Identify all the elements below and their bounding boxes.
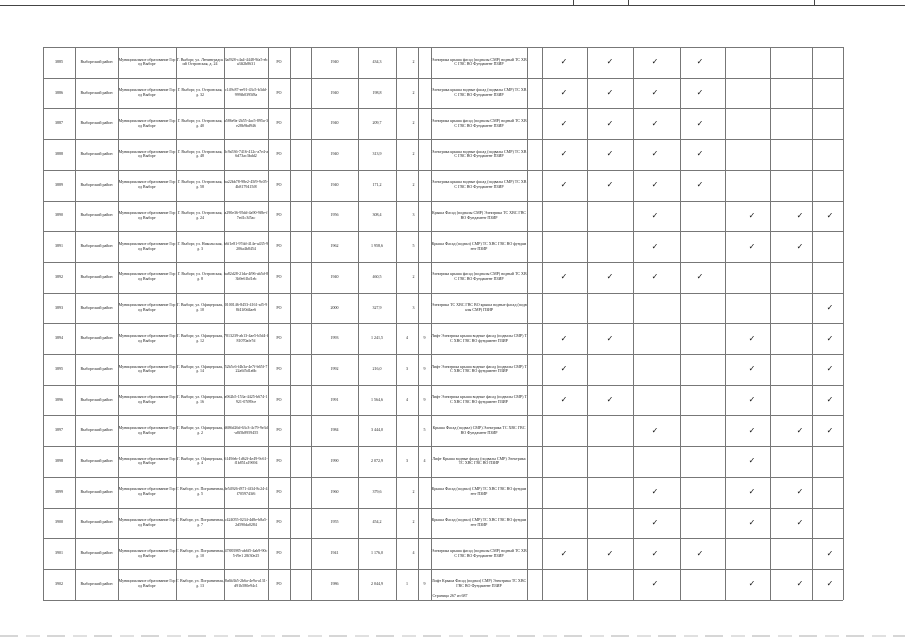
checkmark-icon: ✓ bbox=[606, 149, 614, 159]
works-list-cell: Электрика крыша водные фасад (подвалы СМР) ТС ХВС ГВС ВО Фундамент ПЗИР bbox=[431, 148, 527, 159]
floors-cell: 2 bbox=[412, 488, 415, 494]
top-column-tick bbox=[814, 0, 815, 5]
column-rule bbox=[680, 47, 681, 600]
ownership-type-cell: РО bbox=[276, 120, 282, 126]
address-cell: Г. Выборг, ул. Никольская, д. 3 bbox=[177, 240, 223, 251]
area-cell: 1 564,6 bbox=[371, 396, 383, 402]
storeys-cell: 9 bbox=[423, 580, 426, 586]
works-list-cell: Электрика крыша фасад (подвалы СМР) водный ТС ХВС ГВС ВО Фундамент ПЗИР bbox=[431, 56, 527, 67]
address-cell: Г. Выборг, ул. Офицерская, д. 10 bbox=[176, 302, 224, 312]
area-cell: 308,4 bbox=[372, 212, 382, 218]
checkmark-icon: ✓ bbox=[651, 180, 659, 190]
area-cell: 454,2 bbox=[372, 519, 382, 525]
municipality-cell: Муниципальное образование Город Выборг bbox=[118, 486, 176, 497]
floors-cell bbox=[396, 385, 431, 416]
build-year-cell: 2000 bbox=[330, 304, 339, 310]
address-cell: Г. Выборг, ул. Офицерская, д. 16 bbox=[176, 394, 224, 405]
build-year-cell: 1941 bbox=[330, 550, 339, 556]
district-cell: Выборгский район bbox=[80, 304, 113, 310]
checkmark-icon: ✓ bbox=[606, 88, 614, 98]
area-cell: 1 176,0 bbox=[371, 550, 383, 556]
checkmark-icon: ✓ bbox=[606, 57, 614, 67]
checkmark-icon: ✓ bbox=[826, 210, 834, 220]
area-cell: 171,2 bbox=[372, 181, 382, 187]
checkmark-icon: ✓ bbox=[796, 487, 804, 497]
row-number-cell: 3888 bbox=[55, 151, 63, 157]
ownership-type-cell: РО bbox=[276, 427, 282, 433]
area-cell: 198,8 bbox=[372, 89, 382, 95]
guid-cell: a062b5-153a-4425-b674-1921-07f89ce bbox=[224, 394, 268, 405]
area-cell: 379,6 bbox=[372, 488, 382, 494]
address-cell: Г. Выборг, ул. Офицерская, д. 4 bbox=[176, 455, 224, 466]
district-cell: Выборгский район bbox=[80, 151, 113, 157]
checkmark-icon: ✓ bbox=[651, 88, 659, 98]
checkmark-icon: ✓ bbox=[651, 579, 659, 589]
municipality-cell: Муниципальное образование Город Выборг bbox=[118, 578, 176, 589]
address-cell: Г. Выборг, ул. Островская, д. 58 bbox=[177, 179, 223, 190]
guid-cell: 0100146-8453-4161-af5-98f41f0d4ae6 bbox=[224, 302, 268, 312]
ownership-type-cell: РО bbox=[276, 58, 282, 64]
checkmark-icon: ✓ bbox=[748, 425, 756, 435]
checkmark-icon: ✓ bbox=[560, 364, 568, 374]
checkmark-icon: ✓ bbox=[696, 88, 704, 98]
checkmark-icon: ✓ bbox=[696, 180, 704, 190]
row-rule bbox=[43, 600, 843, 601]
storeys-cell: 4 bbox=[423, 458, 426, 464]
works-list-cell: Лифт Крыша водные фасад (подвалы СМР) Электрика ТС ХВС ГВС ВО ПЗИР bbox=[432, 455, 526, 466]
build-year-cell: 1962 bbox=[330, 243, 339, 249]
checkmark-icon: ✓ bbox=[651, 517, 659, 527]
guid-cell: b6f1e81-97dd-414e-a435-9206a4b8454 bbox=[224, 240, 268, 251]
checkmark-icon: ✓ bbox=[826, 302, 834, 312]
works-list-cell: Лифт Электрика крыша водные фасад (подвалы СМР) ТС ХВС ГВС ВО фундамент ПЗИР bbox=[431, 332, 527, 343]
ownership-type-cell: РО bbox=[276, 580, 282, 586]
floors-cell: 2 bbox=[412, 58, 415, 64]
build-year-cell: 1940 bbox=[330, 273, 339, 279]
works-list-cell: Лифт Крыша Фасад (подвал) СМР) Электрика ТС ХВС ГВС ВО Фундамент ПЗИР bbox=[431, 578, 527, 589]
top-border-line bbox=[0, 5, 905, 6]
row-number-cell: 3895 bbox=[55, 365, 63, 371]
municipality-cell: Муниципальное образование Город Выборг bbox=[118, 424, 176, 435]
build-year-cell: 1940 bbox=[330, 181, 339, 187]
checkmark-icon: ✓ bbox=[826, 395, 834, 405]
lift-count-cell: 4 bbox=[406, 396, 408, 402]
area-cell: 1 241,5 bbox=[371, 335, 383, 341]
build-year-cell: 1984 bbox=[330, 427, 339, 433]
build-year-cell: 1986 bbox=[330, 580, 339, 586]
municipality-cell: Муниципальное образование Город Выборг bbox=[118, 56, 176, 67]
address-cell: Г. Выборг, ул. Офицерская, д. 2 bbox=[176, 424, 224, 435]
checkmark-icon: ✓ bbox=[748, 364, 756, 374]
checkmark-icon: ✓ bbox=[826, 333, 834, 343]
row-number-cell: 3885 bbox=[55, 58, 63, 64]
address-cell: Г. Выборг, ул. Офицерская, д. 14 bbox=[176, 363, 224, 374]
checkmark-icon: ✓ bbox=[796, 425, 804, 435]
floors-cell: 2 bbox=[412, 151, 415, 157]
district-cell: Выборгский район bbox=[80, 458, 113, 464]
floors-cell: 2 bbox=[412, 519, 415, 525]
storeys-cell: 5 bbox=[423, 427, 426, 433]
address-cell: Г. Выборг, ул. Пограничная, д. 5 bbox=[176, 486, 224, 497]
guid-cell: 6149feb-1d62f-4e49-9c61-f1b851a19694 bbox=[224, 455, 268, 466]
address-cell: Г. Выборг, ул. Офицерская, д. 12 bbox=[176, 332, 224, 343]
district-cell: Выборгский район bbox=[80, 89, 113, 95]
column-rule bbox=[770, 47, 771, 600]
build-year-cell: 1940 bbox=[330, 120, 339, 126]
address-cell: Г. Выборг, ул. Пограничная, д. 10 bbox=[176, 547, 224, 558]
ownership-type-cell: РО bbox=[276, 458, 282, 464]
build-year-cell: 1991 bbox=[330, 396, 339, 402]
page-number-footer: Страница 267 из 687 bbox=[432, 593, 468, 598]
ownership-type-cell: РО bbox=[276, 243, 282, 249]
column-rule bbox=[527, 47, 528, 600]
checkmark-icon: ✓ bbox=[560, 88, 568, 98]
row-number-cell: 3896 bbox=[55, 396, 63, 402]
address-cell: Г. Выборг, ул. Островская, д. 40 bbox=[177, 117, 223, 128]
build-year-cell: 1955 bbox=[330, 519, 339, 525]
area-cell: 313,9 bbox=[372, 151, 382, 157]
floors-cell: 2 bbox=[412, 89, 415, 95]
checkmark-icon: ✓ bbox=[651, 425, 659, 435]
works-list-cell: Крыша Фасад (подвал) СМР) Электрика ТС ХВС ГВС ВО Фундамент ПЗИР bbox=[432, 424, 526, 435]
row-number-cell: 3890 bbox=[55, 212, 63, 218]
column-rule bbox=[812, 47, 813, 600]
checkmark-icon: ✓ bbox=[560, 149, 568, 159]
checkmark-icon: ✓ bbox=[826, 548, 834, 558]
column-rule bbox=[290, 47, 291, 600]
checkmark-icon: ✓ bbox=[651, 272, 659, 282]
row-number-cell: 3900 bbox=[55, 519, 63, 525]
build-year-cell: 1993 bbox=[330, 335, 339, 341]
floors-cell bbox=[396, 415, 431, 446]
ownership-type-cell: РО bbox=[276, 519, 282, 525]
guid-cell: ba22bb78-98e2-45f9-9c05-4b8179415f8 bbox=[224, 179, 268, 190]
guid-cell: 3af928-с4a4-4448-9fa5-eba3ff2b8631 bbox=[224, 56, 268, 67]
checkmark-icon: ✓ bbox=[696, 149, 704, 159]
row-number-cell: 3886 bbox=[55, 89, 63, 95]
checkmark-icon: ✓ bbox=[796, 241, 804, 251]
works-list-cell: Электрика крыша водные фасад (подвалы СМР) ТС ХВС ГВС ВО Фундамент ПЗИР bbox=[431, 87, 527, 98]
build-year-cell: 1940 bbox=[330, 151, 339, 157]
guid-cell: 8a6b3b5-2b6a-4e9a-a131-d91b580e94c1 bbox=[224, 578, 268, 589]
works-list-cell: Лифт Электрика крыша водные фасад (подвалы СМР) ТС ХВС ГВС ВО фундамент ПЗИР bbox=[431, 363, 527, 374]
floors-cell bbox=[396, 354, 431, 385]
guid-cell: 52b5c6-f4b3a-4e7f-b65f-722a6f5d1a6b bbox=[224, 363, 268, 374]
floors-cell: 2 bbox=[412, 181, 415, 187]
floors-cell: 2 bbox=[412, 273, 415, 279]
guid-cell: ba82d28-21da-4f96-ab5d-83b9e61bf1eb bbox=[224, 271, 268, 282]
checkmark-icon: ✓ bbox=[560, 548, 568, 558]
guid-cell: c149c87-ee91-43c5-b3dd-999fb0395f8a bbox=[224, 87, 268, 98]
floors-cell: 3 bbox=[412, 304, 415, 310]
build-year-cell: 1960 bbox=[330, 488, 339, 494]
checkmark-icon: ✓ bbox=[560, 57, 568, 67]
row-number-cell: 3891 bbox=[55, 243, 63, 249]
checkmark-icon: ✓ bbox=[651, 548, 659, 558]
checkmark-icon: ✓ bbox=[606, 333, 614, 343]
checkmark-icon: ✓ bbox=[651, 149, 659, 159]
guid-cell: a586e9a-2b55-4ac5-895a-3e28b9bd946 bbox=[224, 117, 268, 128]
area-cell: 434,3 bbox=[372, 58, 382, 64]
ownership-type-cell: РО bbox=[276, 550, 282, 556]
district-cell: Выборгский район bbox=[80, 243, 113, 249]
district-cell: Выборгский район bbox=[80, 120, 113, 126]
checkmark-icon: ✓ bbox=[651, 57, 659, 67]
build-year-cell: 1992 bbox=[330, 365, 339, 371]
row-number-cell: 3893 bbox=[55, 304, 63, 310]
address-cell: Г. Выборг, ул. Ленинградский Островская, д. 24 bbox=[176, 56, 224, 67]
checkmark-icon: ✓ bbox=[560, 333, 568, 343]
floors-cell bbox=[396, 446, 431, 477]
checkmark-icon: ✓ bbox=[560, 395, 568, 405]
guid-cell: a290e36-95dd-4a90-9f8e-f7ed1c3f5ac bbox=[224, 210, 268, 220]
lift-count-cell: 1 bbox=[406, 580, 408, 586]
checkmark-icon: ✓ bbox=[651, 118, 659, 128]
checkmark-icon: ✓ bbox=[606, 118, 614, 128]
lift-count-cell: 3 bbox=[406, 365, 408, 371]
guid-cell: c424055-0234-4d8e-b8a5-2d590da0284 bbox=[224, 517, 268, 527]
district-cell: Выборгский район bbox=[80, 181, 113, 187]
checkmark-icon: ✓ bbox=[606, 272, 614, 282]
checkmark-icon: ✓ bbox=[748, 456, 756, 466]
build-year-cell: 1956 bbox=[330, 212, 339, 218]
municipality-cell: Муниципальное образование Город Выборг bbox=[118, 210, 176, 220]
district-cell: Выборгский район bbox=[80, 488, 113, 494]
row-number-cell: 3887 bbox=[55, 120, 63, 126]
guid-cell: 47883985-ab6f5-4ab9-90c5-f9e1 28f30e25 bbox=[224, 547, 268, 558]
district-cell: Выборгский район bbox=[80, 273, 113, 279]
checkmark-icon: ✓ bbox=[606, 395, 614, 405]
address-cell: Г. Выборг, ул. Островская, д. 48 bbox=[177, 148, 223, 159]
ownership-type-cell: РО bbox=[276, 396, 282, 402]
area-cell: 216,0 bbox=[372, 365, 382, 371]
column-rule bbox=[633, 47, 634, 600]
lift-count-cell: 4 bbox=[406, 335, 408, 341]
storeys-cell: 9 bbox=[423, 365, 426, 371]
storeys-cell: 9 bbox=[423, 396, 426, 402]
row-number-cell: 3902 bbox=[55, 580, 63, 586]
ownership-type-cell: РО bbox=[276, 89, 282, 95]
area-cell: 460,5 bbox=[372, 273, 382, 279]
floors-cell: 3 bbox=[412, 212, 415, 218]
ownership-type-cell: РО bbox=[276, 365, 282, 371]
build-year-cell: 1940 bbox=[330, 89, 339, 95]
checkmark-icon: ✓ bbox=[560, 180, 568, 190]
municipality-cell: Муниципальное образование Город Выборг bbox=[118, 455, 176, 466]
checkmark-icon: ✓ bbox=[826, 364, 834, 374]
district-cell: Выборгский район bbox=[80, 335, 113, 341]
guid-cell: 3c9a536-7416-412c-a7e4-a6d73ac3bdd2 bbox=[224, 148, 268, 159]
checkmark-icon: ✓ bbox=[748, 210, 756, 220]
municipality-cell: Муниципальное образование Город Выборг bbox=[118, 332, 176, 343]
row-number-cell: 3892 bbox=[55, 273, 63, 279]
guid-cell: fe54926-f871-4f34-8c24-4f7059743f6 bbox=[224, 486, 268, 497]
ownership-type-cell: РО bbox=[276, 181, 282, 187]
checkmark-icon: ✓ bbox=[606, 180, 614, 190]
address-cell: Г. Выборг, ул. Пограничная, д. 7 bbox=[176, 517, 224, 527]
ownership-type-cell: РО bbox=[276, 304, 282, 310]
checkmark-icon: ✓ bbox=[560, 272, 568, 282]
works-list-cell: Электрика крыша водные фасад (подвалы СМР) ТС ХВС ГВС ВО Фундамент ПЗИР bbox=[431, 179, 527, 190]
build-year-cell: 1940 bbox=[330, 58, 339, 64]
checkmark-icon: ✓ bbox=[748, 241, 756, 251]
column-rule bbox=[587, 47, 588, 600]
address-cell: Г. Выборг, ул. Пограничная, д. 13 bbox=[176, 578, 224, 589]
area-cell: 209,7 bbox=[372, 120, 382, 126]
area-cell: 1 958,6 bbox=[371, 243, 383, 249]
checkmark-icon: ✓ bbox=[796, 210, 804, 220]
district-cell: Выборгский район bbox=[80, 580, 113, 586]
district-cell: Выборгский район bbox=[80, 519, 113, 525]
checkmark-icon: ✓ bbox=[696, 118, 704, 128]
ownership-type-cell: РО bbox=[276, 273, 282, 279]
area-cell: 327,9 bbox=[372, 304, 382, 310]
municipality-cell: Муниципальное образование Город Выборг bbox=[118, 302, 176, 312]
checkmark-icon: ✓ bbox=[748, 487, 756, 497]
top-column-tick bbox=[573, 0, 574, 5]
floors-cell: 4 bbox=[412, 550, 415, 556]
checkmark-icon: ✓ bbox=[748, 333, 756, 343]
works-list-cell: Крыша Фасад (подвал) СМР) ТС ХВС ГВС ВО фундамент ПЗИР bbox=[431, 240, 527, 251]
checkmark-icon: ✓ bbox=[696, 548, 704, 558]
municipality-cell: Муниципальное образование Город Выборг bbox=[118, 517, 176, 527]
storeys-cell: 9 bbox=[423, 335, 426, 341]
district-cell: Выборгский район bbox=[80, 396, 113, 402]
lift-count-cell: 3 bbox=[406, 458, 408, 464]
address-cell: Г. Выборг, ул. Островская, д. 24 bbox=[177, 210, 223, 220]
municipality-cell: Муниципальное образование Город Выборг bbox=[118, 394, 176, 405]
district-cell: Выборгский район bbox=[80, 365, 113, 371]
works-list-cell: Электрика крыша фасад (подвалы СМР) водный ТС ХВС ГВС ВО Фундамент ПЗИР bbox=[431, 117, 527, 128]
checkmark-icon: ✓ bbox=[560, 118, 568, 128]
floors-cell: 2 bbox=[412, 120, 415, 126]
ownership-type-cell: РО bbox=[276, 335, 282, 341]
checkmark-icon: ✓ bbox=[696, 272, 704, 282]
guid-cell: 7813239-ab13-4ae5-b5d4-f81070afe7d bbox=[224, 332, 268, 343]
column-rule bbox=[542, 47, 543, 600]
checkmark-icon: ✓ bbox=[748, 579, 756, 589]
row-number-cell: 3898 bbox=[55, 458, 63, 464]
municipality-cell: Муниципальное образование Город Выборг bbox=[118, 363, 176, 374]
ownership-type-cell: РО bbox=[276, 488, 282, 494]
row-number-cell: 3901 bbox=[55, 550, 63, 556]
checkmark-icon: ✓ bbox=[796, 579, 804, 589]
row-number-cell: 3899 bbox=[55, 488, 63, 494]
checkmark-icon: ✓ bbox=[651, 241, 659, 251]
area-cell: 2 072,9 bbox=[371, 458, 383, 464]
checkmark-icon: ✓ bbox=[606, 548, 614, 558]
row-number-cell: 3889 bbox=[55, 181, 63, 187]
district-cell: Выборгский район bbox=[80, 427, 113, 433]
works-list-cell: Крыша Фасад (подвал) СМР) ТС ХВС ГВС ВО фундамент ПЗИР bbox=[431, 517, 527, 527]
area-cell: 3 444,0 bbox=[371, 427, 383, 433]
checkmark-icon: ✓ bbox=[796, 517, 804, 527]
floors-cell: 5 bbox=[412, 243, 415, 249]
row-number-cell: 3897 bbox=[55, 427, 63, 433]
works-list-cell: Электрика ТС ХВС ГВС ВО крыша водные фасад (подвалы СМР) ПЗИР bbox=[431, 302, 527, 312]
address-cell: Г. Выборг, ул. Островская, д. 8 bbox=[177, 271, 223, 282]
district-cell: Выборгский район bbox=[80, 58, 113, 64]
guid-cell: d686d26d-63c3-4c79-9e3d-a8f5b8959455 bbox=[224, 424, 268, 435]
checkmark-icon: ✓ bbox=[748, 395, 756, 405]
municipality-cell: Муниципальное образование Город Выборг bbox=[118, 179, 176, 190]
checkmark-icon: ✓ bbox=[696, 57, 704, 67]
checkmark-icon: ✓ bbox=[826, 579, 834, 589]
municipality-cell: Муниципальное образование Город Выборг bbox=[118, 117, 176, 128]
municipality-cell: Муниципальное образование Город Выборг bbox=[118, 547, 176, 558]
address-cell: Г. Выборг, ул. Островская, д. 32 bbox=[177, 87, 223, 98]
works-list-cell: Электрика крыша фасад (подвалы СМР) водный ТС ХВС ГВС ВО Фундамент ПЗИР bbox=[431, 271, 527, 282]
works-list-cell: Электрика крыша фасад (подвалы СМР) водный ТС ХВС ГВС ВО Фундамент ПЗИР bbox=[431, 547, 527, 558]
works-list-cell: Крыша Фасад (подвалы СМР) Электрика ТС ХВС ГВС ВО Фундамент ПЗИР bbox=[431, 210, 527, 220]
ownership-type-cell: РО bbox=[276, 151, 282, 157]
works-list-cell: Крыша Фасад (подвал) СМР) ТС ХВС ГВС ВО фундамент ПЗИР bbox=[431, 486, 527, 497]
column-rule bbox=[843, 47, 844, 600]
district-cell: Выборгский район bbox=[80, 212, 113, 218]
municipality-cell: Муниципальное образование Город Выборг bbox=[118, 148, 176, 159]
municipality-cell: Муниципальное образование Город Выборг bbox=[118, 240, 176, 251]
district-cell: Выборгский район bbox=[80, 550, 113, 556]
top-column-tick bbox=[628, 0, 629, 5]
checkmark-icon: ✓ bbox=[826, 425, 834, 435]
bottom-scan-artifact bbox=[0, 635, 905, 637]
checkmark-icon: ✓ bbox=[651, 210, 659, 220]
area-cell: 2 044,9 bbox=[371, 580, 383, 586]
floors-cell bbox=[396, 323, 431, 354]
column-rule bbox=[725, 47, 726, 600]
municipality-cell: Муниципальное образование Город Выборг bbox=[118, 271, 176, 282]
municipality-cell: Муниципальное образование Город Выборг bbox=[118, 87, 176, 98]
checkmark-icon: ✓ bbox=[651, 487, 659, 497]
checkmark-icon: ✓ bbox=[748, 517, 756, 527]
works-list-cell: Лифт Электрика крыша водные фасад (подвалы СМР) ТС ХВС ГВС ВО фундамент ПЗИР bbox=[431, 394, 527, 405]
row-number-cell: 3894 bbox=[55, 335, 63, 341]
ownership-type-cell: РО bbox=[276, 212, 282, 218]
build-year-cell: 1990 bbox=[330, 458, 339, 464]
